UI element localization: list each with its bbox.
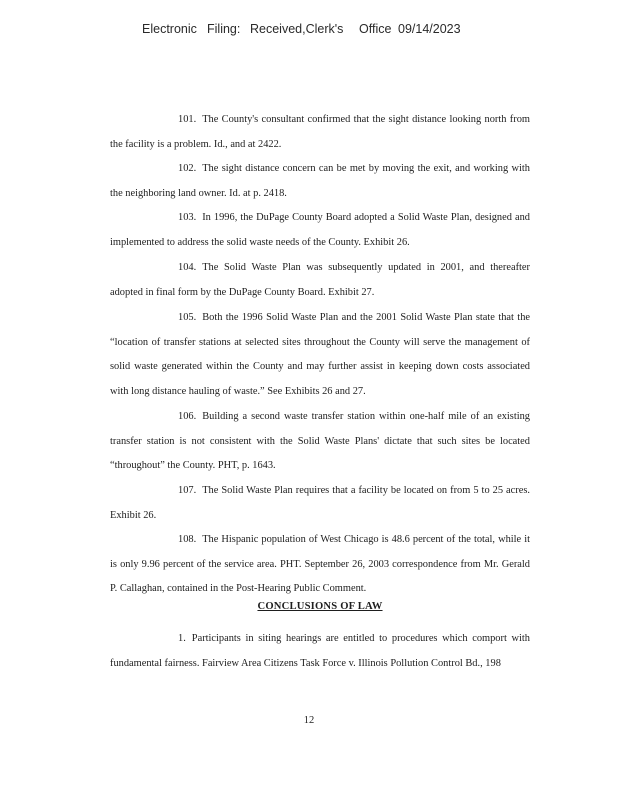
paragraph-text: The County's consultant confirmed that the sight distance looking north from the facility is a problem. Id., and at 2422. [110, 114, 530, 150]
paragraph-number: 107. [178, 485, 197, 496]
paragraph-text: The Hispanic population of West Chicago is 48.6 percent of the total, while it is only 9.96 percent of the service area. PHT. September 26, 2003 correspondence from Mr. Gerald P. Callaghan, contained in the Post-Hearing Public Comment. [110, 534, 530, 595]
paragraph-text: Both the 1996 Solid Waste Plan and the 2001 Solid Waste Plan state that the “location of transfer stations at selected sites throughout the County will serve the management of solid waste generated within the County and may further assist in keeping down costs associated with long distance hauling of waste.” See Exhibits 26 and 27. [110, 312, 530, 397]
paragraph-text: The sight distance concern can be met by moving the exit, and working with the neighboring land owner. Id. at p. 2418. [110, 163, 530, 199]
paragraph-number: 105. [178, 312, 197, 323]
paragraph-text: In 1996, the DuPage County Board adopted a Solid Waste Plan, designed and implemented to address the solid waste needs of the County. Exhibit 26. [110, 212, 530, 248]
page-number: 12 [303, 715, 315, 726]
header-filing: Filing: [207, 22, 241, 36]
paragraph-number: 101. [178, 114, 197, 125]
paragraph-text: The Solid Waste Plan was subsequently updated in 2001, and thereafter adopted in final form by the DuPage County Board. Exhibit 27. [110, 262, 530, 298]
paragraph-number: 104. [178, 262, 197, 273]
paragraph-text: The Solid Waste Plan requires that a facility be located on from 5 to 25 acres. Exhibit 26. [110, 485, 530, 521]
paragraph-number: 103. [178, 212, 197, 223]
header-electronic: Electronic [142, 22, 197, 36]
header-received: Received,Clerk's [250, 22, 344, 36]
paragraph-102 [110, 157, 530, 206]
paragraph-number: 108. [178, 534, 197, 545]
section-heading: CONCLUSIONS OF LAW [257, 601, 383, 612]
paragraph-number: 106. [178, 411, 197, 422]
paragraph-103 [110, 206, 530, 255]
paragraph-conclusion-1 [110, 627, 530, 676]
paragraph-text: Participants in siting hearings are entitled to procedures which comport with fundamental fairness. Fairview Area Citizens Task Force v. Illinois Pollution Control Bd., 198 [110, 633, 530, 669]
paragraph-104 [110, 256, 530, 305]
paragraph-107 [110, 479, 530, 528]
paragraph-number: 102. [178, 163, 197, 174]
paragraph-text: Building a second waste transfer station within one-half mile of an existing transfer station is not consistent with the Solid Waste Plans' dictate that such sites be located “throughout” the County. PHT, p. 1643. [110, 411, 530, 472]
header-date: 09/14/2023 [398, 22, 461, 36]
header-office: Office [359, 22, 392, 36]
paragraph-108 [110, 528, 530, 602]
paragraph-101 [110, 108, 530, 157]
paragraph-105 [110, 306, 530, 404]
paragraph-number: 1. [178, 633, 186, 644]
paragraph-106 [110, 405, 530, 479]
